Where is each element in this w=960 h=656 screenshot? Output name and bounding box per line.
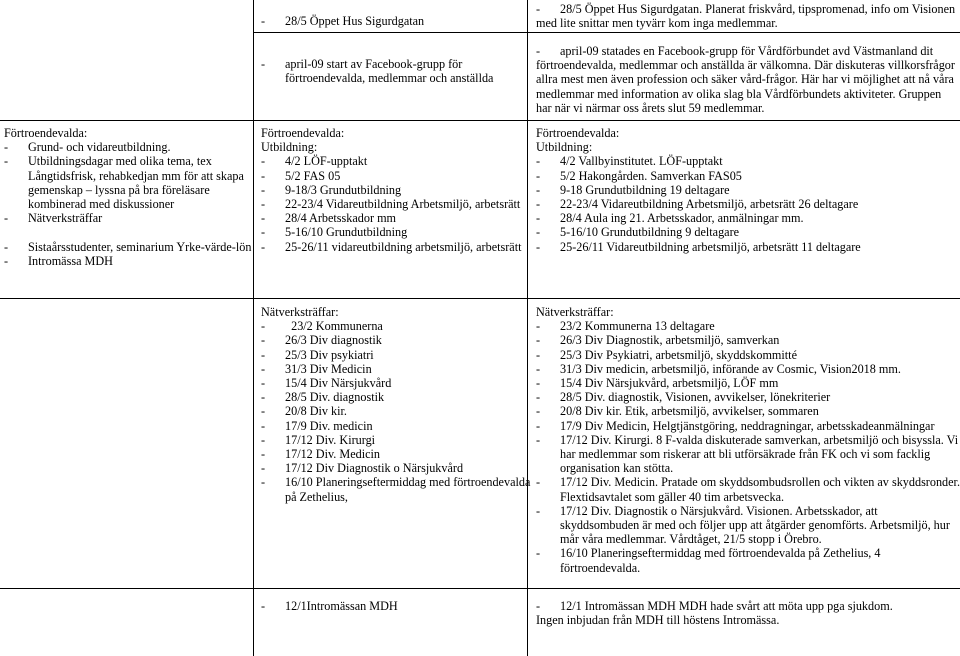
list-item-continuation: gemenskap – lyssna på bra föreläsare	[28, 182, 210, 197]
list-item-continuation: Flextidsavtalet som gäller 40 tim arbetsvecka.	[560, 489, 785, 504]
list-item: - 23/2 Kommunerna	[261, 319, 383, 334]
table-border-row1-bottom	[253, 32, 960, 33]
row3-col1-cell	[4, 126, 251, 268]
list-item: - 25-26/11 Vidareutbildning arbetsmiljö, arbetsrätt 11 deltagare	[536, 239, 861, 254]
table-border-col2-right	[527, 0, 528, 656]
list-item: - Nätverksträffar	[4, 211, 103, 226]
list-item: - 4/2 LÖF-upptakt	[261, 154, 368, 169]
list-item: - 17/12 Div. Kirurgi. 8 F-valda diskuterade samverkan, arbetsmiljö och bisyssla. Vi	[536, 432, 959, 447]
list-item-continuation: har när vi närmar oss årets slut 59 medlemmar.	[536, 100, 765, 115]
row5-col3-cell	[536, 599, 956, 627]
list-item-continuation: förtroendevalda.	[560, 560, 641, 575]
list-item: - 17/12 Div. Kirurgi	[261, 432, 376, 447]
list-item: - 28/5 Öppet Hus Sigurdgatan. Planerat friskvård, tipspromenad, info om Visionen	[536, 2, 956, 16]
row3-col2-cell	[261, 126, 523, 254]
row2-col2-cell	[261, 57, 523, 85]
table-border-row2-bottom	[0, 120, 960, 121]
section-heading: Nätverksträffar:	[261, 305, 339, 319]
list-item: - 4/2 Vallbyinstitutet. LÖF-upptakt	[536, 154, 723, 169]
list-item-continuation: skyddsombuden är med och följer upp att åtgärder genomförts. Arbetsmiljö, hur	[560, 518, 950, 533]
row4-col2-cell	[261, 305, 531, 504]
table-border-row4-bottom	[0, 588, 960, 589]
list-item: - 12/1 Intromässan MDH MDH hade svårt att möta upp pga sjukdom.	[536, 599, 893, 613]
list-item-continuation: förtroendevalda, medlemmar och anställda är välkomna. Där diskuteras villkorsfrågor	[536, 58, 955, 73]
list-item: - 17/9 Div Medicin, Helgtjänstgöring, neddragningar, arbetsskadeanmälningar	[536, 418, 935, 433]
list-item: - 16/10 Planeringseftermiddag med förtroendevalda	[261, 475, 531, 490]
list-item-continuation: med lite snittar men tyvärr kom inga medlemmar.	[536, 16, 778, 31]
list-item: - 17/9 Div. medicin	[261, 418, 373, 433]
list-item: - 5-16/10 Grundutbildning	[261, 225, 408, 240]
list-item: - Sistaårsstudenter, seminarium Yrke-värde-lön	[4, 239, 252, 254]
list-item: - 15/4 Div Närsjukvård, arbetsmiljö, LÖF mm	[536, 376, 779, 391]
list-item: - 17/12 Div. Medicin	[261, 447, 381, 462]
list-item: - 15/4 Div Närsjukvård	[261, 376, 392, 391]
list-item: - april-09 statades en Facebook-grupp för Vårdförbundet avd Västmanland dit	[536, 44, 934, 58]
list-item: - Intromässa MDH	[4, 253, 113, 268]
table-border-row3-bottom	[0, 298, 960, 299]
list-item: - 17/12 Div. Diagnostik o Närsjukvård. Visionen. Arbetsskador, att	[536, 503, 878, 518]
row1-col2-cell	[261, 14, 523, 28]
list-item: - 9-18 Grundutbildning 19 deltagare	[536, 182, 730, 197]
row3-col3-cell	[536, 126, 956, 254]
list-item: - 25/3 Div Psykiatri, arbetsmiljö, skyddskommitté	[536, 347, 797, 362]
list-item: - 28/5 Div. diagnostik, Visionen, avvikelser, lönekriterier	[536, 390, 831, 405]
list-item: - 25-26/11 vidareutbildning arbetsmiljö, arbetsrätt	[261, 239, 522, 254]
list-item-continuation: mår våra medlemmar. Vårdtåget, 21/5 stopp i Örebro.	[560, 532, 822, 547]
table-border-col1-right	[253, 0, 254, 656]
list-item: - 16/10 Planeringseftermiddag med förtroendevalda på Zethelius, 4	[536, 546, 881, 561]
list-item: - 26/3 Div diagnostik	[261, 333, 382, 348]
list-item: - 28/5 Öppet Hus Sigurdgatan	[261, 14, 425, 28]
list-item: - 5/2 Hakongården. Samverkan FAS05	[536, 168, 742, 183]
row5-col2-cell	[261, 599, 523, 613]
list-item-continuation: allra mest men även profession och säker vård-frågor. Här har vi möjlighet att nå våra	[536, 72, 954, 87]
list-item: - 26/3 Div Diagnostik, arbetsmiljö, samverkan	[536, 333, 780, 348]
list-item: - 31/3 Div medicin, arbetsmiljö, införande av Cosmic, Vision2018 mm.	[536, 361, 901, 376]
section-heading: Förtroendevalda:	[4, 126, 88, 140]
list-item: - 23/2 Kommunerna 13 deltagare	[536, 319, 715, 334]
section-heading: Förtroendevalda:	[536, 126, 620, 140]
blank-line	[4, 225, 251, 239]
list-item-continuation: organisation kan stötta.	[560, 461, 674, 476]
list-item: - 28/4 Aula ing 21. Arbetsskador, anmälningar mm.	[536, 211, 804, 226]
list-item: - Utbildningsdagar med olika tema, tex	[4, 154, 212, 169]
list-item: - 17/12 Div Diagnostik o Närsjukvård	[261, 461, 464, 476]
list-item-continuation: medlemmar med information av olika slag bla Vårdförbundets aktiviteter. Gruppen	[536, 86, 942, 101]
list-item-continuation: kombinerad med diskussioner	[28, 197, 175, 212]
list-item: - april-09 start av Facebook-grupp för	[261, 57, 463, 71]
list-item-continuation: på Zethelius,	[285, 489, 348, 504]
list-item: - 22-23/4 Vidareutbildning Arbetsmiljö, arbetsrätt	[261, 197, 521, 212]
list-item: - 20/8 Div kir. Etik, arbetsmiljö, avvikelser, sommaren	[536, 404, 819, 419]
row4-col3-cell	[536, 305, 960, 575]
section-heading: Förtroendevalda:	[261, 126, 345, 140]
list-item: - 28/4 Arbetsskador mm	[261, 211, 397, 226]
list-item: - Grund- och vidareutbildning.	[4, 140, 171, 155]
list-item: - 12/1Intromässan MDH	[261, 599, 398, 613]
list-item: - 20/8 Div kir.	[261, 404, 347, 419]
section-heading: Nätverksträffar:	[536, 305, 614, 319]
list-item-continuation: Långtidsfrisk, rehabkedjan mm för att skapa	[28, 168, 244, 183]
list-item-continuation: har medlemmar som riskerar att bli utförsäkrade från FK och vi som facklig	[560, 447, 931, 462]
row1-col3-cell	[536, 2, 956, 30]
list-item: - 28/5 Div. diagnostik	[261, 390, 385, 405]
subsection-heading: Utbildning:	[261, 140, 318, 155]
list-item: - 22-23/4 Vidareutbildning Arbetsmiljö, arbetsrätt 26 deltagare	[536, 197, 859, 212]
list-item-continuation: Ingen inbjudan från MDH till höstens Intromässa.	[536, 613, 780, 628]
subsection-heading: Utbildning:	[536, 140, 593, 155]
list-item: - 17/12 Div. Medicin. Pratade om skyddsombudsrollen och vikten av skyddsronder.	[536, 475, 960, 490]
row2-col3-cell	[536, 44, 956, 115]
list-item: - 5-16/10 Grundutbildning 9 deltagare	[536, 225, 740, 240]
list-item: - 5/2 FAS 05	[261, 168, 341, 183]
list-item: - 9-18/3 Grundutbildning	[261, 182, 402, 197]
list-item: - 25/3 Div psykiatri	[261, 347, 374, 362]
list-item-continuation: förtroendevalda, medlemmar och anställda	[285, 71, 494, 86]
list-item: - 31/3 Div Medicin	[261, 361, 372, 376]
